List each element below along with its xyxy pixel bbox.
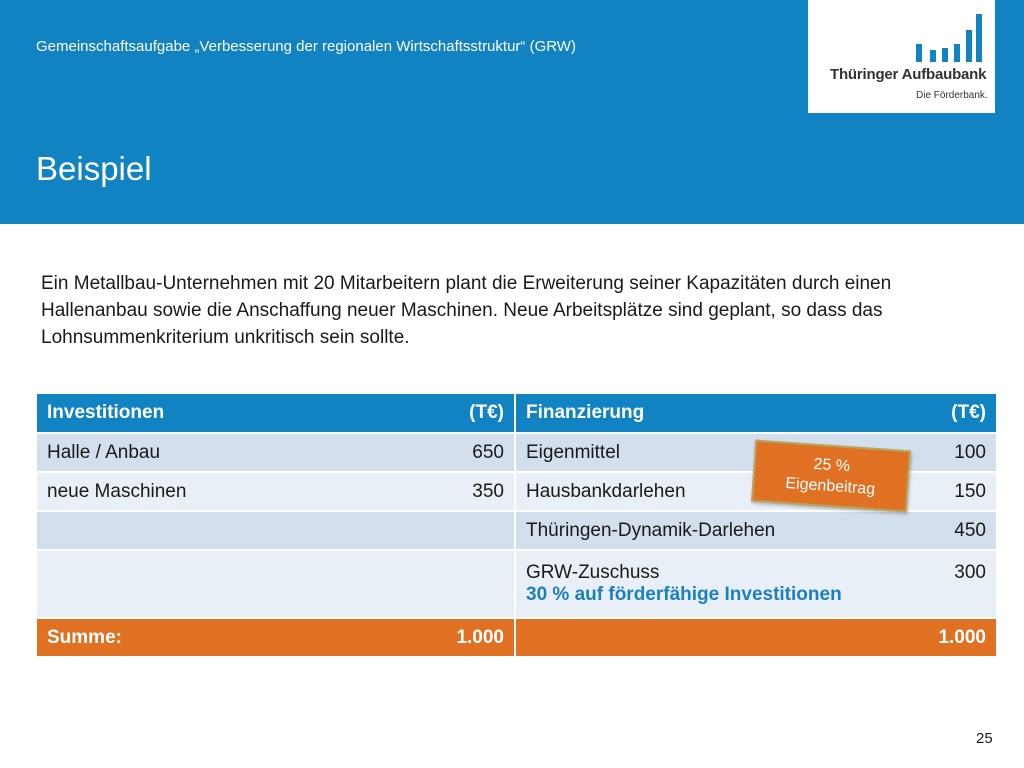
invest-cell [36,472,515,511]
finance-label: Eigenmittel [526,441,620,463]
invest-value: 350 [472,480,504,502]
page-number: 25 [976,730,993,747]
invest-cell [36,511,515,550]
invest-header-unit: (T€) [469,402,504,423]
invest-total: 1.000 [456,626,504,648]
invest-header-label: Investitionen [47,402,165,423]
intro-paragraph: Ein Metallbau-Unternehmen mit 20 Mitarbeitern plant die Erweiterung seiner Kapazitäten durch einen Hallenanbau sowie die Anschaffung neuer Maschinen. Neue Arbeitsplätze sind geplant, so dass das Lohnsummenkriterium unkritisch sein sollte. [41,273,892,348]
badge-percent: 25 % [812,455,851,476]
finance-value: 150 [954,480,986,502]
logo [808,0,995,113]
financing-table [35,392,998,658]
grw-note: 30 % auf förderfähige Investitionen [526,584,842,605]
finance-cell [515,550,997,618]
finance-header-label: Finanzierung [526,402,645,423]
table-header-row [36,393,997,433]
finance-header-unit: (T€) [951,402,986,423]
invest-value: 650 [472,441,504,463]
invest-label: neue Maschinen [47,480,187,502]
invest-cell [36,433,515,472]
finance-header-cell [515,393,997,433]
logo-name: Thüringer Aufbaubank [830,66,987,83]
table-row [36,511,997,550]
finance-label: Thüringen-Dynamik-Darlehen [526,519,776,541]
invest-label: Halle / Anbau [47,441,161,463]
finance-label: Hausbankdarlehen [526,480,686,502]
finance-total: 1.000 [938,626,986,648]
eigenbeitrag-badge [751,440,911,513]
invest-header-cell [36,393,515,433]
sum-label: Summe: [47,626,122,648]
finance-label: GRW-Zuschuss [526,562,660,583]
invest-cell [36,550,515,618]
finance-value: 300 [954,562,986,583]
table-row [36,550,997,618]
header-subtitle: Gemeinschaftsaufgabe „Verbesserung der regionalen Wirtschaftsstruktur“ (GRW) [36,38,576,55]
logo-bars-icon [916,10,982,62]
page-title: Beispiel [36,150,152,187]
sum-row [36,618,997,657]
logo-claim: Die Förderbank. [916,90,988,101]
finance-cell [515,511,997,550]
finance-value: 450 [954,519,986,541]
finance-value: 100 [954,441,986,463]
badge-label: Eigenbeitrag [784,474,876,499]
invest-sum-cell [36,618,515,657]
finance-sum-cell [515,618,997,657]
